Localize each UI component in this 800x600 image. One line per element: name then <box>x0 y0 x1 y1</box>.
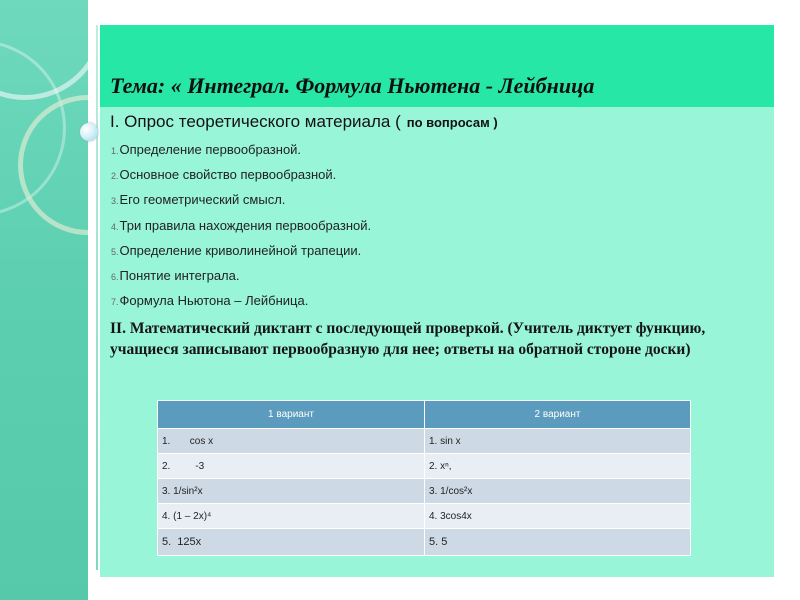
table-row <box>158 479 691 504</box>
slide-content-panel <box>100 25 774 577</box>
table-header-variant-1: 1 вариант <box>158 401 425 429</box>
list-item-text: Три правила нахождения первообразной. <box>119 217 372 233</box>
list-item <box>111 218 371 243</box>
table-cell: 3. 1/sin²x <box>158 479 425 504</box>
dictation-table <box>157 400 691 556</box>
list-item-number: 2. <box>111 171 119 182</box>
decorative-ring <box>0 0 88 100</box>
list-item-number: 4. <box>111 221 119 232</box>
table-cell: 1. cos x <box>158 429 425 454</box>
list-item-text: Определение первообразной. <box>119 142 302 157</box>
table-cell: 5. 125x <box>158 529 425 556</box>
list-item-text: Его геометрический смысл. <box>119 192 286 208</box>
question-list <box>111 142 371 318</box>
table-cell: 3. 1/cos²x <box>425 479 691 504</box>
title-bar <box>100 25 774 107</box>
list-item-text: Основное свойство первообразной. <box>119 167 337 183</box>
table-row <box>158 504 691 529</box>
list-item-text: Понятие интеграла. <box>119 267 240 283</box>
list-item <box>111 268 371 293</box>
list-item <box>111 192 371 217</box>
slide-title: Тема: « Интеграл. Формула Ньютена - Лейбница <box>110 73 595 98</box>
decorative-rail <box>96 25 98 570</box>
table-cell: 4. 3cos4x <box>425 504 691 529</box>
section-one-note: по вопросам ) <box>406 115 498 130</box>
list-item <box>111 293 371 318</box>
table-row <box>158 529 691 556</box>
table-cell: 5. 5 <box>425 529 691 556</box>
table-cell: 4. (1 – 2x)⁴ <box>158 504 425 529</box>
decorative-side-band <box>0 0 88 600</box>
list-item <box>111 142 371 167</box>
section-one-text: I. Опрос теоретического материала ( <box>110 112 401 131</box>
table-cell: 2. -3 <box>158 454 425 479</box>
table-row <box>158 429 691 454</box>
list-item-number: 7. <box>111 297 119 308</box>
table-row <box>158 454 691 479</box>
list-item <box>111 243 371 268</box>
list-item-text: Формула Ньютона – Лейбница. <box>119 293 309 309</box>
list-item-number: 3. <box>111 196 119 207</box>
list-item-number: 1. <box>111 146 119 156</box>
section-two-text: II. Математический диктант с последующей проверкой. (Учитель диктует функцию, учащиеся записывают первообразную для нее; ответы на обратной стороне доски) <box>110 320 706 358</box>
decorative-bubble <box>80 123 98 141</box>
table-cell: 2. xⁿ, <box>425 454 691 479</box>
table-header-variant-2: 2 вариант <box>425 401 691 429</box>
table-cell: 1. sin x <box>425 429 691 454</box>
list-item-text: Определение криволинейной трапеции. <box>119 242 362 258</box>
list-item <box>111 167 371 192</box>
list-item-number: 6. <box>111 271 119 282</box>
section-one-heading <box>110 112 498 132</box>
list-item-number: 5. <box>111 246 119 257</box>
table-header-row <box>158 401 691 429</box>
